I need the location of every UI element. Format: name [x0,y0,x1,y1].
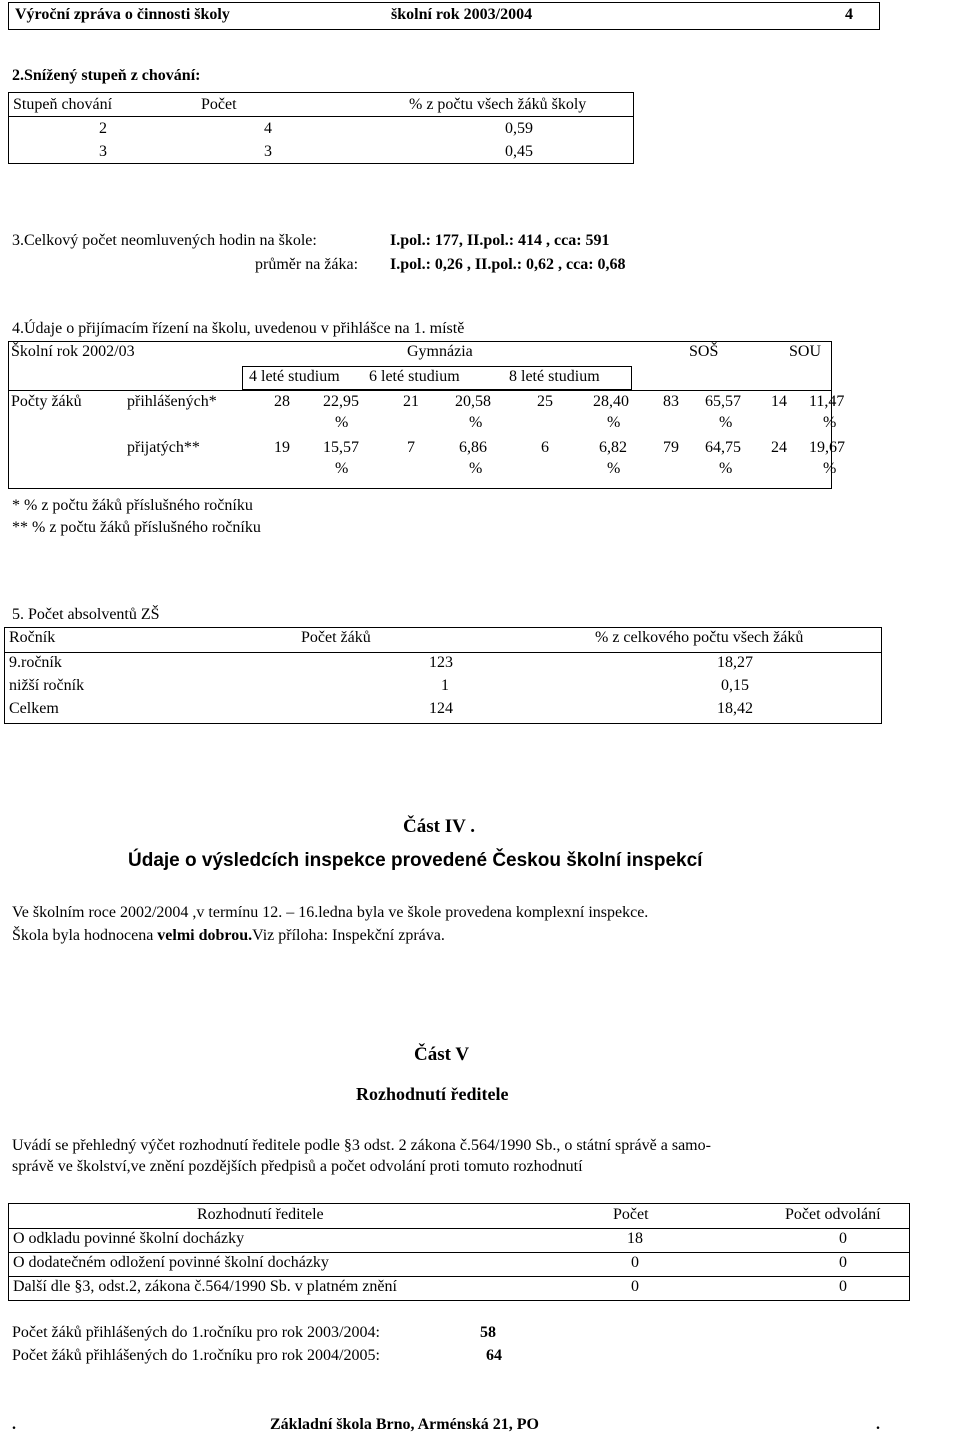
decisions-table [8,1203,910,1301]
sou-header: SOU [789,343,822,360]
table-cell: O dodatečném odložení povinné školní docházky [13,1254,329,1271]
value: % [469,460,483,477]
value: 11,47 [809,393,845,410]
footer-text: Základní škola Brno, Arménská 21, PO [270,1416,539,1433]
part4-subtitle: Údaje o výsledcích inspekce provedené Českou školní inspekcí [128,850,703,871]
table-cell: 0,15 [721,677,749,694]
table-cell: 1 [441,677,449,694]
table-cell: 0 [631,1254,639,1271]
table-row [9,140,634,164]
value: 15,57 [323,439,359,456]
rating-prefix: Škola byla hodnocena [12,927,158,944]
value: 7 [407,439,415,456]
table-cell: 18 [627,1230,643,1247]
table-header: Počet [613,1206,649,1223]
table-header: Stupeň chování [13,96,113,113]
table-cell: Celkem [9,700,59,717]
value: 79 [663,439,679,456]
row-label-prijatych: přijatých** [127,439,200,456]
table-cell: 124 [429,700,453,717]
value: 19,67 [809,439,845,456]
section4-title: 4.Údaje o přijímacím řízení na školu, uvedenou v přihlášce na 1. místě [12,320,465,337]
enrollment-2004-value: 64 [486,1347,502,1364]
table-cell: 123 [429,654,453,671]
value: % [823,460,837,477]
table-header-row [9,93,634,117]
section2-title: 2.Snížený stupeň z chování: [12,67,201,84]
value: % [335,414,349,431]
table-cell: 3 [9,140,198,164]
table-cell: O odkladu povinné školní docházky [13,1230,245,1247]
divider [9,390,831,391]
part5-subtitle: Rozhodnutí ředitele [356,1084,509,1104]
gymnazia-header: Gymnázia [407,343,473,360]
sub-4leté: 4 leté studium [249,368,340,385]
unexcused-hours-label: 3.Celkový počet neomluvených hodin na škole: [12,232,317,249]
divider [5,652,881,653]
value: 6,82 [599,439,627,456]
table-header: Ročník [9,629,56,646]
decisions-paragraph-2: správě ve školství,ve znění pozdějších předpisů a počet odvolání proti tomuto rozhodnutí [12,1158,583,1175]
table-cell: nižší ročník [9,677,85,694]
table-cell: 4 [264,120,272,137]
value: % [823,414,837,431]
school-year-label: Školní rok 2002/03 [11,343,135,360]
page-number: 4 [845,6,853,23]
table-header: Počet [201,96,237,113]
table-cell: 0 [839,1254,847,1271]
value: 65,57 [705,393,741,410]
value: 14 [771,393,787,410]
table-cell: 9.ročník [9,654,62,671]
value: 25 [537,393,553,410]
sub-6leté: 6 leté studium [369,368,460,385]
table-header: Počet žáků [301,629,371,646]
table-cell: 3 [264,143,272,160]
value: % [607,460,621,477]
admissions-table [8,341,845,489]
enrollment-2003-label: Počet žáků přihlášených do 1.ročníku pro rok 2003/2004: [12,1324,380,1341]
value: 22,95 [323,393,359,410]
inspection-rating [12,927,445,945]
part5-title: Část V [414,1044,470,1065]
enrollment-2003-value: 58 [480,1324,496,1341]
table-cell: 18,42 [717,700,753,717]
sos-header: SOŠ [689,343,719,360]
divider [9,1276,909,1277]
value: 83 [663,393,679,410]
unexcused-hours-value: I.pol.: 177, II.pol.: 414 , cca: 591 [390,232,610,249]
value: 21 [403,393,419,410]
value: % [719,414,733,431]
average-per-student-label: průměr na žáka: [255,256,359,273]
table-cell: 0 [631,1278,639,1295]
rating-suffix: Viz příloha: Inspekční zpráva. [252,927,445,944]
value: 20,58 [455,393,491,410]
table-header: % z počtu všech žáků školy [409,96,587,113]
divider [9,1204,909,1229]
footnote-2: ** % z počtu žáků příslušného ročníku [12,519,261,536]
table-header: % z celkového počtu všech žáků [595,629,804,646]
sub-8leté: 8 leté studium [509,368,600,385]
school-year: školní rok 2003/2004 [391,6,533,23]
pocty-label: Počty žáků [11,393,82,410]
table-cell: 0 [839,1278,847,1295]
table-cell: 0 [839,1230,847,1247]
value: 28,40 [593,393,629,410]
table-cell: 18,27 [717,654,753,671]
value: % [607,414,621,431]
value: 64,75 [705,439,741,456]
section5-title: 5. Počet absolventů ZŠ [12,606,160,623]
table-cell: Další dle §3, odst.2, zákona č.564/1990 Sb. v platném znění [13,1278,397,1295]
table-cell: 0,45 [405,140,634,164]
value: 6,86 [459,439,487,456]
value: % [469,414,483,431]
footnote-1: * % z počtu žáků příslušného ročníku [12,497,253,514]
table-header: Rozhodnutí ředitele [197,1206,324,1223]
divider [9,1252,909,1253]
table-cell: 0,59 [405,117,634,141]
average-per-student-value: I.pol.: 0,26 , II.pol.: 0,62 , cca: 0,68 [390,256,626,273]
inspection-text: Ve školním roce 2002/2004 ,v termínu 12. – 16.ledna byla ve škole provedena komplexní inspekce. [12,904,649,921]
decisions-paragraph-1: Uvádí se přehledný výčet rozhodnutí ředitele podle §3 odst. 2 zákona č.564/1990 Sb., o státní správě a samo- [12,1137,711,1154]
value: 24 [771,439,787,456]
value: % [335,460,349,477]
value: % [719,460,733,477]
value: 6 [541,439,549,456]
enrollment-2004-label: Počet žáků přihlášených do 1.ročníku pro rok 2004/2005: [12,1347,380,1364]
footer-dot-right: . [876,1416,880,1433]
report-title: Výroční zpráva o činnosti školy [15,6,230,23]
page-header [8,2,880,30]
table-row [9,117,634,141]
rating-value: velmi dobrou. [157,927,253,944]
table-header: Počet odvolání [785,1206,881,1223]
row-label-prihlasenych: přihlášených* [127,393,217,410]
footer-dot-left: . [12,1416,16,1433]
part4-title: Část IV . [403,816,475,837]
behavior-table [8,92,634,164]
value: 19 [274,439,290,456]
table-cell: 2 [9,117,198,141]
graduates-table [4,627,882,724]
value: 28 [274,393,290,410]
